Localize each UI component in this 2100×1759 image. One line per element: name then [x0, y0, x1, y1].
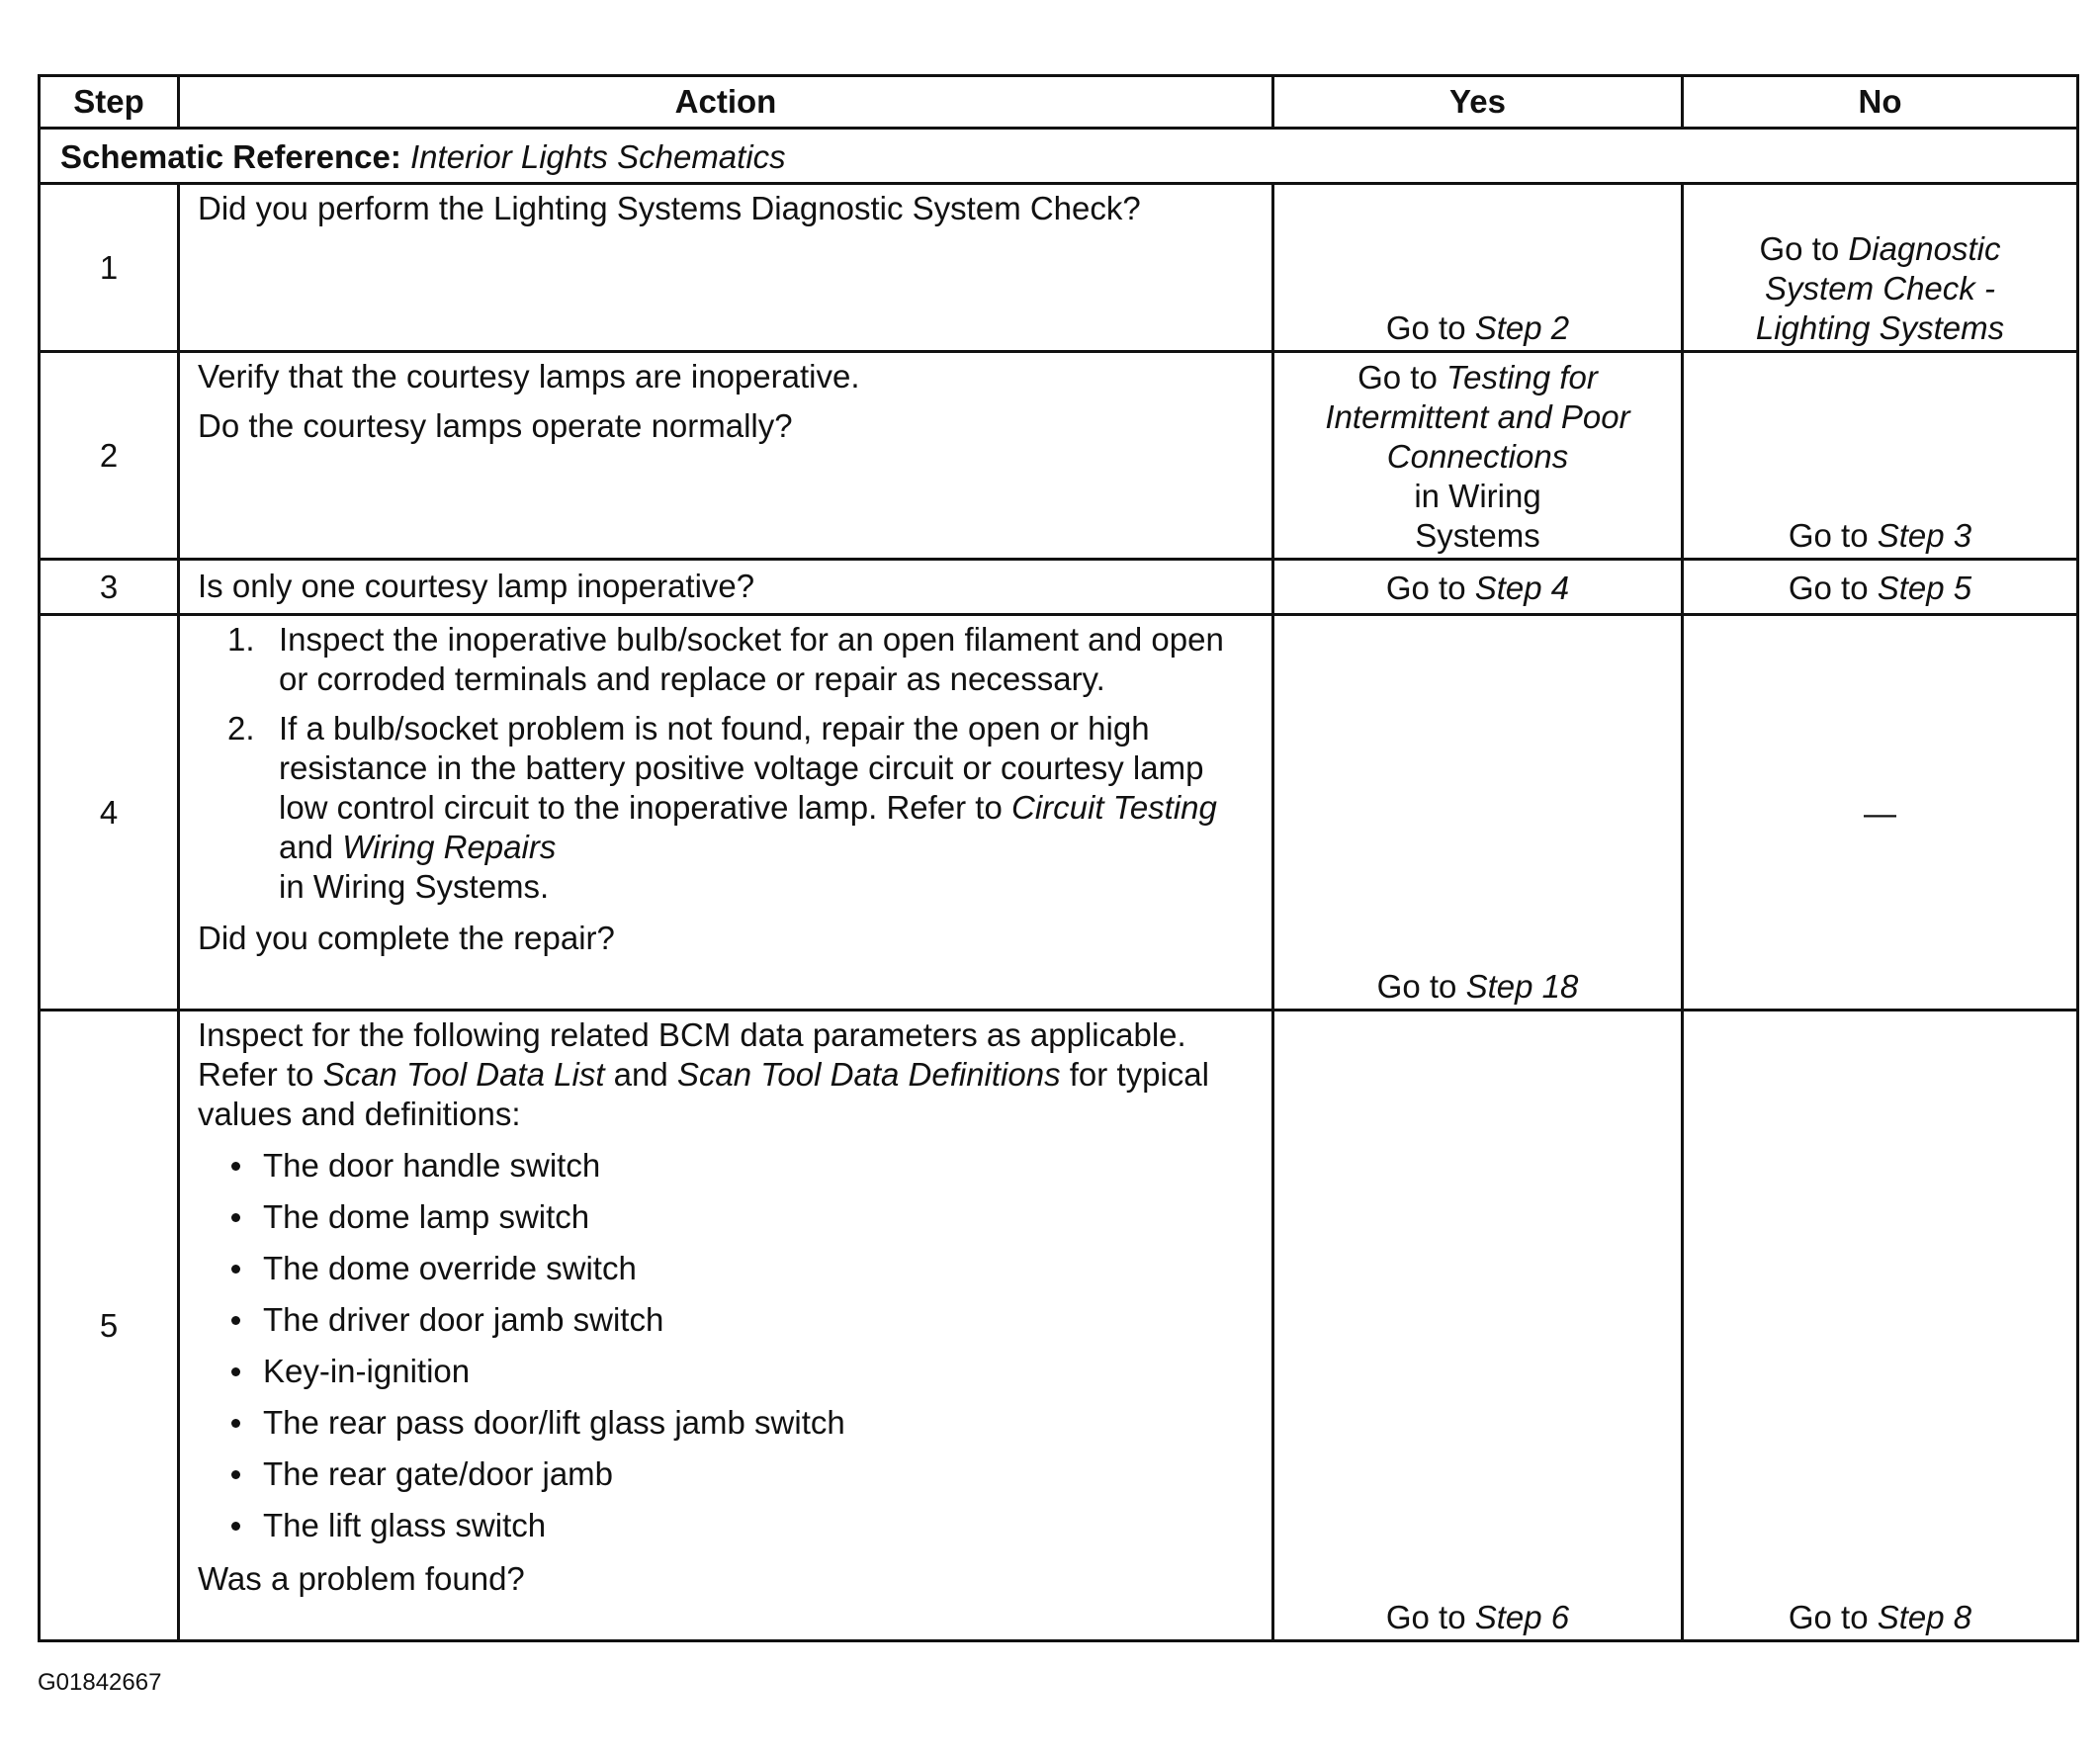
list-item-text: in Wiring Systems.	[279, 868, 550, 905]
yes-text: Go to	[1385, 309, 1475, 346]
action-cell	[179, 615, 1273, 1011]
action-cell	[179, 184, 1273, 352]
action-question: Do the courtesy lamps operate normally?	[198, 407, 793, 444]
table-row	[40, 352, 2078, 560]
wiring-repairs-link[interactable]: Wiring Repairs	[342, 829, 557, 865]
no-cell	[1683, 184, 2078, 352]
list-item	[227, 1348, 1256, 1399]
list-item-text: Key-in-ignition	[263, 1353, 471, 1389]
yes-link-cont[interactable]: Connections	[1386, 438, 1569, 475]
list-item-text: The door handle switch	[263, 1147, 601, 1184]
list-item	[227, 1399, 1256, 1451]
schematic-reference-row	[40, 129, 2078, 184]
list-item-text: Inspect the inoperative bulb/socket for an open filament and open or corroded terminals and replace or repair as necessary.	[279, 621, 1224, 697]
bullet-icon	[231, 1522, 240, 1531]
table-row	[40, 1011, 2078, 1641]
yes-link[interactable]: Step 4	[1474, 569, 1570, 606]
list-item-text: and	[279, 829, 343, 865]
header-action: Action	[179, 76, 1273, 129]
action-question: Did you complete the repair?	[198, 920, 615, 956]
schematic-label: Schematic Reference:	[60, 137, 401, 175]
schematic-link[interactable]: Interior Lights Schematics	[410, 137, 786, 175]
no-link[interactable]: Diagnostic	[1848, 230, 2001, 267]
yes-link[interactable]: Step 18	[1465, 968, 1579, 1005]
yes-link-cont[interactable]: Intermittent and Poor	[1325, 398, 1630, 435]
no-link[interactable]: Step 8	[1877, 1599, 1972, 1635]
list-item	[227, 1296, 1256, 1348]
table-row	[40, 560, 2078, 615]
no-text: Go to	[1788, 517, 1878, 554]
no-link-cont[interactable]: Lighting Systems	[1755, 309, 2005, 346]
diagnostic-table-container	[38, 74, 2078, 1642]
list-item-text: The rear pass door/lift glass jamb switch	[263, 1404, 845, 1441]
bullet-icon	[231, 1419, 240, 1428]
action-text: Did you perform the Lighting Systems Diagnostic System Check?	[198, 190, 1141, 226]
list-item-text: The dome lamp switch	[263, 1198, 590, 1235]
header-yes: Yes	[1273, 76, 1683, 129]
list-item-text: If a bulb/socket problem is not found, repair the open or high resistance in the battery positive voltage circuit or courtesy lamp low control circuit to the inoperative lamp. Refer to	[279, 710, 1204, 826]
list-item-number: 2.	[227, 710, 255, 747]
bullet-icon	[231, 1213, 240, 1222]
no-text: Go to	[1788, 569, 1878, 606]
list-item	[227, 1193, 1256, 1245]
list-item	[227, 620, 1256, 699]
schematic-reference	[40, 129, 2078, 184]
bullet-icon	[231, 1367, 240, 1376]
list-item	[227, 1245, 1256, 1296]
action-cell	[179, 560, 1273, 615]
yes-cell	[1273, 615, 1683, 1011]
yes-link[interactable]: Testing for	[1446, 359, 1598, 396]
circuit-testing-link[interactable]: Circuit Testing	[1011, 789, 1217, 826]
step-number: 2	[40, 352, 179, 560]
action-steps-list	[198, 620, 1256, 907]
bullet-icon	[231, 1265, 240, 1274]
list-item	[227, 1502, 1256, 1553]
bullet-icon	[231, 1316, 240, 1325]
no-cell	[1683, 615, 2078, 1011]
action-text: Inspect for the following related BCM data parameters as applicable. Refer to	[198, 1016, 1186, 1093]
action-cell	[179, 1011, 1273, 1641]
yes-link[interactable]: Step 2	[1474, 309, 1570, 346]
action-text: for typical values and definitions:	[198, 1056, 1209, 1132]
step-number: 5	[40, 1011, 179, 1641]
step-number: 3	[40, 560, 179, 615]
no-link[interactable]: Step 5	[1877, 569, 1972, 606]
yes-cell	[1273, 560, 1683, 615]
step-number: 1	[40, 184, 179, 352]
no-cell	[1683, 560, 2078, 615]
list-item	[227, 1451, 1256, 1502]
parameter-list	[198, 1142, 1256, 1553]
no-cell	[1683, 1011, 2078, 1641]
yes-text: Go to	[1385, 1599, 1475, 1635]
scan-tool-data-list-link[interactable]: Scan Tool Data List	[322, 1056, 605, 1093]
action-text: Verify that the courtesy lamps are inoperative.	[198, 358, 860, 395]
yes-text: Go to	[1385, 569, 1475, 606]
list-item-text: The rear gate/door jamb	[263, 1455, 614, 1492]
no-text: Go to	[1759, 230, 1849, 267]
yes-cell	[1273, 1011, 1683, 1641]
no-text: Go to	[1788, 1599, 1878, 1635]
header-step: Step	[40, 76, 179, 129]
yes-text: Systems	[1415, 517, 1540, 554]
no-link[interactable]: Step 3	[1877, 517, 1972, 554]
table-header-row	[40, 76, 2078, 129]
list-item-number: 1.	[227, 621, 255, 658]
scan-tool-data-definitions-link[interactable]: Scan Tool Data Definitions	[676, 1056, 1061, 1093]
action-cell	[179, 352, 1273, 560]
diagnostic-table	[38, 74, 2079, 1642]
yes-cell	[1273, 184, 1683, 352]
yes-text: Go to	[1357, 359, 1446, 396]
list-item-text: The dome override switch	[263, 1250, 637, 1286]
table-row	[40, 184, 2078, 352]
list-item	[227, 1142, 1256, 1193]
step-number: 4	[40, 615, 179, 1011]
action-text: and	[604, 1056, 677, 1093]
action-text: Is only one courtesy lamp inoperative?	[198, 567, 755, 604]
yes-text: in Wiring	[1414, 478, 1541, 514]
bullet-icon	[231, 1470, 240, 1479]
yes-link[interactable]: Step 6	[1474, 1599, 1570, 1635]
list-item-text: The driver door jamb switch	[263, 1301, 664, 1338]
yes-cell	[1273, 352, 1683, 560]
no-link-cont[interactable]: System Check -	[1765, 270, 1995, 307]
no-cell	[1683, 352, 2078, 560]
table-row	[40, 615, 2078, 1011]
list-item	[227, 709, 1256, 907]
bullet-icon	[231, 1162, 240, 1171]
list-item-text: The lift glass switch	[263, 1507, 547, 1543]
figure-id: G01842667	[38, 1669, 162, 1696]
action-intro	[198, 1015, 1256, 1134]
action-question: Was a problem found?	[198, 1560, 525, 1597]
yes-text: Go to	[1376, 968, 1466, 1005]
header-no: No	[1683, 76, 2078, 129]
no-dash: —	[1864, 794, 1896, 832]
